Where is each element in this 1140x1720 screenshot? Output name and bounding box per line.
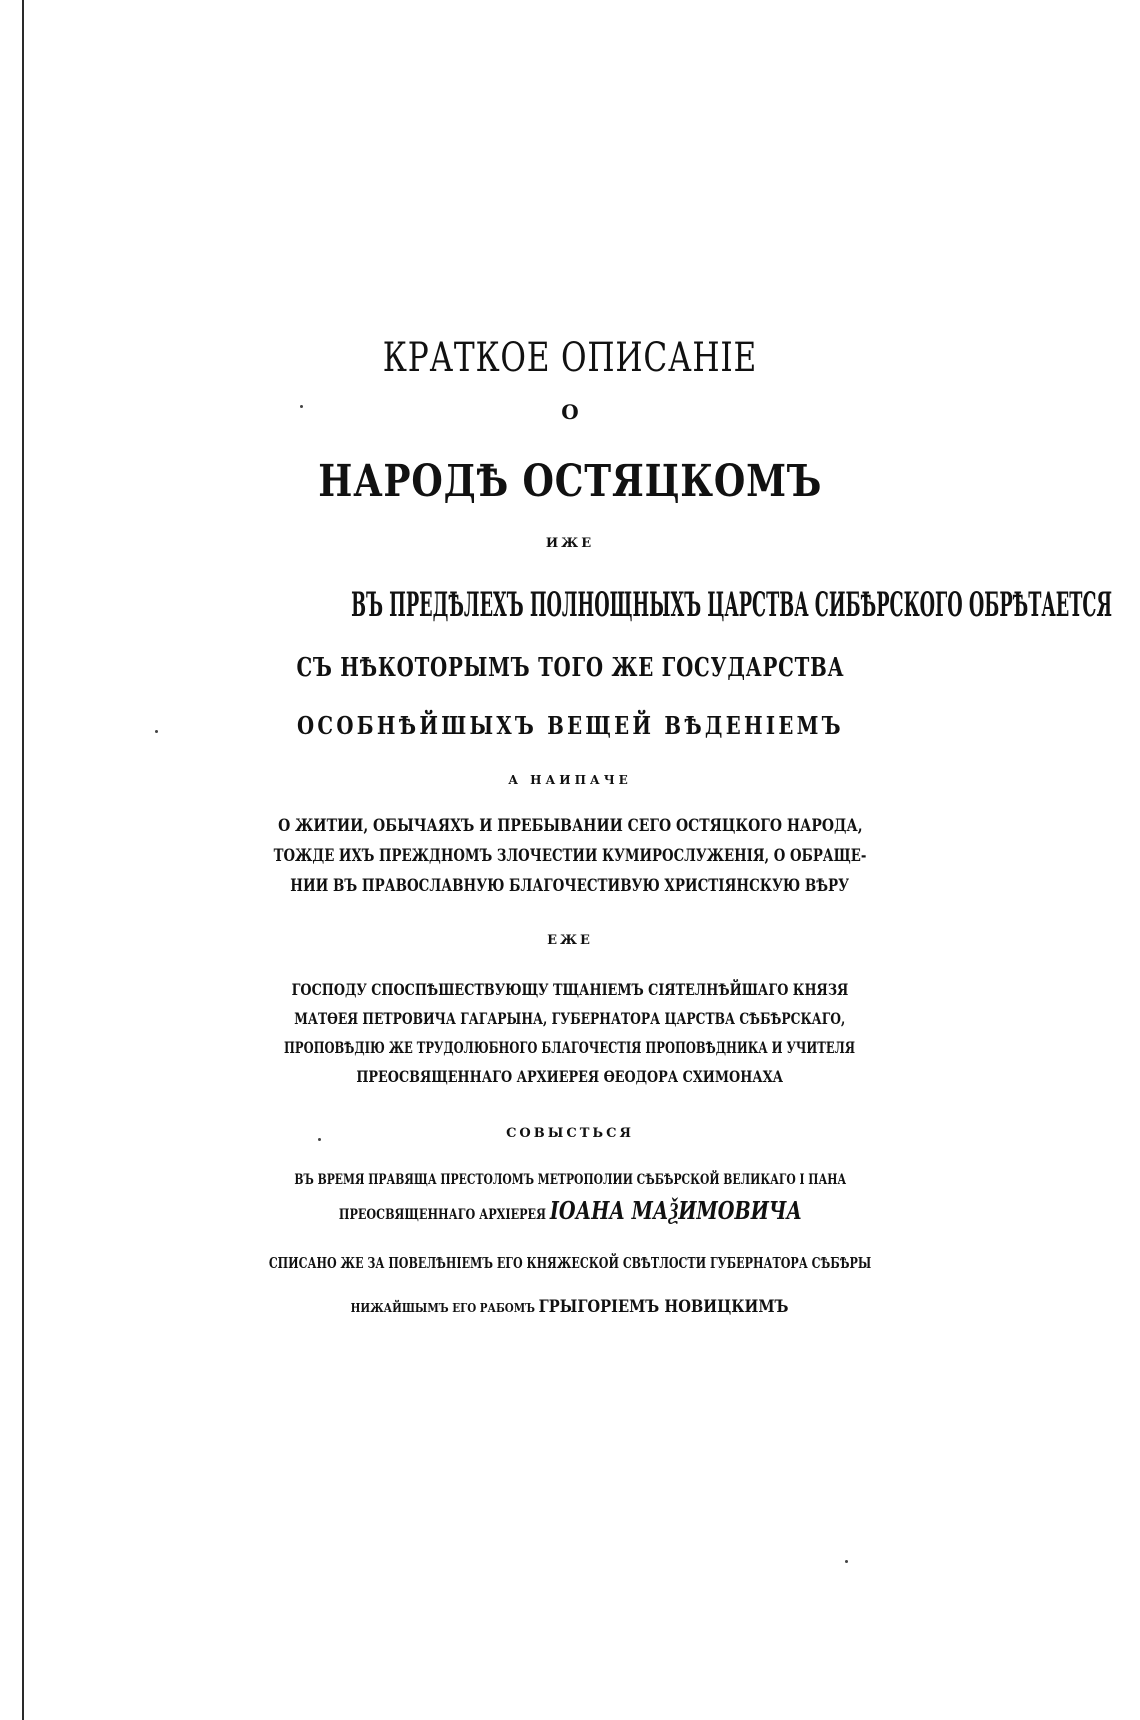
paragraph2-line: [0, 1011, 1140, 1027]
archbishop-wrap: [338, 1196, 802, 1225]
paragraph1-line: [0, 818, 1140, 835]
title-text: КРАТКОЕ ОПИСАНІЕ: [382, 335, 758, 381]
copied-line: [0, 1256, 1140, 1271]
archbishop-line: [0, 1196, 1140, 1225]
paragraph2-text: ПРЕОСВЯЩЕННАГО АРХИЕРЕЯ ѲЕОДОРА СХИМОНАХА: [356, 1067, 784, 1086]
archbishop-prefix: ПРЕОСВЯЩЕННАГО АРХІЕРЕЯ: [338, 1207, 546, 1223]
paragraph2-line: [0, 1040, 1140, 1056]
connector-sovystsya: СОВЫСТЬСЯ: [506, 1126, 634, 1141]
author-line: [0, 1299, 1140, 1316]
paragraph2-line: [0, 982, 1140, 998]
with-some-text: СЪ НѢКОТОРЫМЪ ТОГО ЖЕ ГОСУДАРСТВА: [296, 653, 844, 683]
connector-ezhe: ЕЖЕ: [547, 933, 593, 948]
paragraph2-text: ПРОПОВѢДІЮ ЖЕ ТРУДОЛЮБНОГО БЛАГОЧЕСТІЯ ПРОПОВѢДНИКА И УЧИТЕЛЯ: [284, 1038, 856, 1057]
connector-izhe: ИЖЕ: [545, 536, 595, 551]
location-text: ВЪ ПРЕДѢЛЕХЪ ПОЛНОЩНЫХЪ ЦАРСТВА СИБѢРСКОГО ОБРѢТАЕТСЯ: [351, 585, 1113, 625]
copied-text: СПИСАНО ЖЕ ЗА ПОВЕЛѢНІЕМЪ ЕГО КНЯЖЕСКОЙ СВѢТЛОСТИ ГУБЕРНАТОРА СѢБѢРЫ: [268, 1254, 872, 1272]
servant-prefix: НИЖАЙШЫМЪ ЕГО РАБОМЪ: [351, 1301, 536, 1315]
archbishop-name: ІОАНА МАѮИМОВИЧА: [549, 1196, 802, 1225]
paragraph1-text: ТОЖДЕ ИХЪ ПРЕЖДНОМЪ ЗЛОЧЕСТИИ КУМИРОСЛУЖЕНІЯ, О ОБРАЩЕ-: [273, 846, 867, 866]
special-text: ОСОБНѢЙШЫХЪ ВЕЩЕЙ ВѢДЕНІЕМЪ: [296, 711, 844, 740]
time-line: [0, 1173, 1140, 1187]
paragraph1-line: [0, 878, 1140, 895]
people-heading-text: НАРОДѢ ОСТЯЦКОМЪ: [318, 456, 822, 507]
author-name: ГРЫГОРІЕМЪ НОВИЦКИМЪ: [539, 1297, 789, 1317]
paragraph1-line: [0, 848, 1140, 865]
page-title: [0, 335, 1140, 381]
paragraph2-text: МАТѲЕЯ ПЕТРОВИЧА ГАГАРЫНА, ГУБЕРНАТОРА ЦАРСТВА СѢБѢРСКАГО,: [294, 1009, 846, 1028]
special-line: [0, 711, 1140, 740]
time-text: ВЪ ВРЕМЯ ПРАВЯЩА ПРЕСТОЛОМЪ МЕТРОПОЛИИ СѢБѢРСКОЙ ВЕЛИКАГО І ПАНА: [294, 1172, 846, 1188]
people-heading: [0, 456, 1140, 507]
with-some-line: [0, 655, 1140, 681]
paragraph1-text: НИИ ВЪ ПРАВОСЛАВНУЮ БЛАГОЧЕСТИВУЮ ХРИСТІЯНСКУЮ ВѢРУ: [290, 876, 850, 896]
location-line: [0, 585, 1140, 625]
paragraph2-text: ГОСПОДУ СПОСПѢШЕСТВУЮЩУ ТЩАНІЕМЪ СІЯТЕЛНѢЙШАГО КНЯЗЯ: [291, 980, 849, 999]
connector-o: О: [561, 400, 579, 424]
paragraph1-text: О ЖИТИИ, ОБЫЧАЯХЪ И ПРЕБЫВАНИИ СЕГО ОСТЯЦКОГО НАРОДА,: [277, 816, 863, 836]
connector-a-naipache: А НАИПАЧЕ: [508, 773, 632, 787]
author-wrap: [351, 1299, 789, 1316]
print-speck: [845, 1560, 848, 1563]
paragraph2-line: [0, 1069, 1140, 1085]
